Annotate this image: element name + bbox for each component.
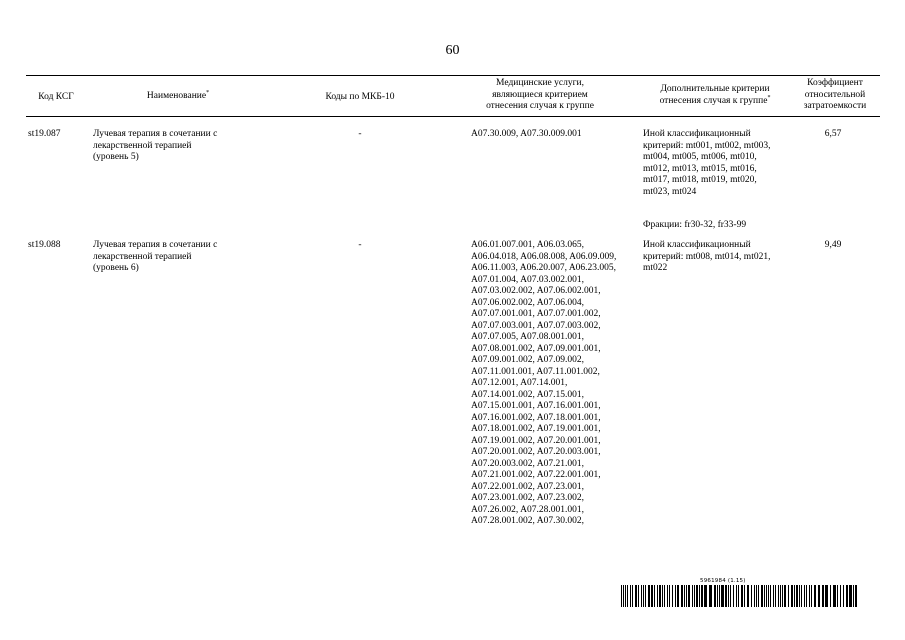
row-criteria-line: mt017, mt018, mt019, mt020, — [643, 175, 757, 185]
row-services-line: A07.16.001.002, A07.18.001.001, — [471, 412, 601, 423]
row-name-line: Лучевая терапия в сочетании с — [93, 129, 218, 139]
row-services-line: A07.21.001.002, A07.22.001.001, — [471, 470, 601, 480]
row-name — [93, 240, 217, 275]
header-coefficient-line: относительной — [804, 89, 866, 100]
row-coefficient: 9,49 — [824, 240, 842, 250]
row-mkb: - — [358, 129, 362, 139]
row-services — [471, 240, 616, 528]
header-criteria-footnote-mark: * — [767, 94, 771, 101]
row-services-line: A07.14.001.002, A07.15.001, — [471, 389, 584, 400]
row-services-line: A07.26.002, A07.28.001.001, — [471, 504, 584, 515]
row-code: st19.088 — [28, 240, 61, 250]
page-number: 60 — [445, 43, 460, 58]
header-criteria-line: отнесения случая к группе — [659, 95, 768, 106]
header-services-line: отнесения случая к группе — [486, 101, 594, 111]
row-name-line: Лучевая терапия в сочетании с — [93, 240, 218, 250]
row-services-line: A07.07.001.001, A07.07.001.002, — [471, 309, 601, 319]
row-services-line: A06.01.007.001, A06.03.065, — [471, 240, 584, 250]
row-name-line: лекарственной терапией — [93, 140, 192, 151]
row-name-line: (уровень 6) — [93, 263, 139, 273]
row-services-line: A06.11.003, A06.20.007, A06.23.005, — [471, 263, 617, 273]
row-services-line: A07.18.001.002, A07.19.001.001, — [471, 424, 601, 434]
row-services-line: A07.20.001.002, A07.20.003.001, — [471, 447, 601, 457]
header-coefficient-line: Коэффициент — [807, 78, 863, 88]
row-services — [471, 129, 582, 141]
row-services-line: A07.19.001.002, A07.20.001.001, — [471, 435, 601, 446]
header-name-text: Наименование — [146, 91, 207, 101]
row-services-line: A07.12.001, A07.14.001, — [471, 378, 568, 388]
header-criteria-line: Дополнительные критерии — [660, 84, 770, 94]
row-criteria-line: Иной классификационный — [643, 129, 751, 139]
row-criteria-line: mt023, mt024 — [643, 186, 697, 197]
row-criteria-fractions: Фракции: fr30-32, fr33-99 — [643, 220, 747, 230]
row-criteria-line: критерий: mt008, mt014, mt021, — [643, 251, 771, 262]
row-services-line: A07.01.004, A07.03.002.001, — [471, 274, 584, 285]
header-services-line: Медицинские услуги, — [496, 78, 584, 88]
row-services-line: A07.23.001.002, A07.23.002, — [471, 493, 584, 503]
row-services-line: A07.11.001.001, A07.11.001.002, — [471, 366, 600, 377]
header-code-text: Код КСГ — [38, 92, 74, 102]
row-coefficient: 6,57 — [824, 129, 842, 139]
row-name-line: (уровень 5) — [93, 152, 139, 162]
row-mkb: - — [358, 240, 362, 250]
row-services-line: A07.28.001.002, A07.30.002, — [471, 516, 584, 526]
row-services-line: A07.09.001.002, A07.09.002, — [471, 355, 584, 365]
barcode-number: 5961984 (1.15) — [700, 578, 746, 584]
header-name-footnote-mark: * — [206, 89, 210, 96]
header-code — [26, 92, 86, 104]
row-services-line: A07.07.005, A07.08.001.001, — [471, 332, 584, 342]
header-mkb — [300, 92, 420, 104]
header-name — [118, 91, 238, 103]
row-services-line: A07.08.001.002, A07.09.001.001, — [471, 343, 601, 354]
row-name-line: лекарственной терапией — [93, 251, 192, 262]
header-criteria — [640, 84, 790, 107]
row-services-line: A07.06.002.002, A07.06.004, — [471, 297, 584, 308]
barcode-graphic — [621, 585, 857, 607]
header-coefficient-line: затратоемкости — [803, 101, 867, 111]
row-criteria-line: mt022 — [643, 263, 668, 273]
header-coefficient — [790, 78, 880, 113]
row-criteria-line: критерий: mt001, mt002, mt003, — [643, 140, 771, 151]
row-services-line: A07.07.003.001, A07.07.003.002, — [471, 320, 601, 331]
header-services — [460, 78, 620, 113]
row-services-line: A07.20.003.002, A07.21.001, — [471, 458, 584, 469]
row-services-line: A07.30.009, A07.30.009.001 — [471, 129, 582, 139]
row-criteria-line: Иной классификационный — [643, 240, 751, 250]
row-services-line: A06.04.018, A06.08.008, A06.09.009, — [471, 251, 617, 262]
row-services-line: A07.03.002.002, A07.06.002.001, — [471, 286, 601, 296]
header-services-line: являющиеся критерием — [492, 89, 588, 100]
row-criteria-line: mt012, mt013, mt015, mt016, — [643, 163, 757, 174]
row-services-line: A07.15.001.001, A07.16.001.001, — [471, 401, 601, 411]
header-mkb-text: Коды по МКБ-10 — [325, 92, 395, 102]
table-header-bottom-rule — [26, 116, 880, 117]
row-services-line: A07.22.001.002, A07.23.001, — [471, 481, 584, 492]
table-header-top-rule — [26, 75, 880, 76]
row-name — [93, 129, 217, 164]
row-criteria-line: mt004, mt005, mt006, mt010, — [643, 152, 757, 162]
row-criteria — [643, 240, 770, 275]
row-criteria — [643, 129, 770, 198]
row-code: st19.087 — [28, 129, 61, 139]
